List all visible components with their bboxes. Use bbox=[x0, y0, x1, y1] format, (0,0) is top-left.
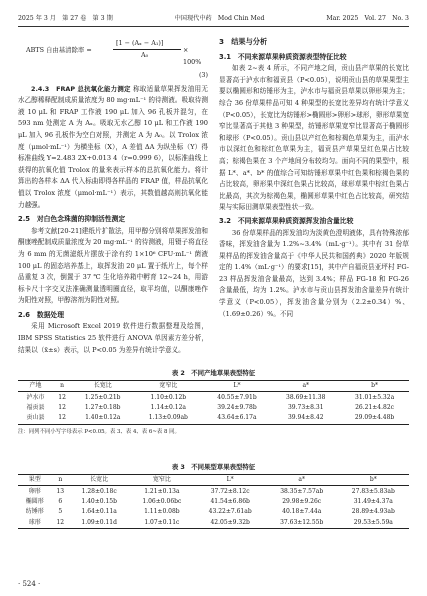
table-cell: 41.54±6.86b bbox=[210, 497, 250, 505]
section-3-1-body: 如表 2~表 4 所示，不同产地之间，贡山县产草果的长宽比显著高于泸水市和福贡县（P<0.05），说明贡山县的草果果型主要以椭圆形和纺锤形为主，泸水市与福贡县草果以卵形果为主；综合 36 份草果样品可知 4 种果型的长宽比差异均有统计学意义（P<0.05），长宽比为纺锤形>椭圆形>卵形>球形，卵形草果宽窄比显著高于其他 3 种果型，纺锤形草果宽窄比显著高于椭圆形和球形（P<0.05）。贡山县以产红色和棕褐色草果为主，而泸水市以深红色和棕红色草果为主，福贡县产草果呈红色果占比较高；棕褐色果在 3 个产地间分布较均匀。面向不同的果型中，根据 L*、a*、b* 的值综合可知纺锤形草果中红色果和棕褐色果的占比较高，卵形果中深红色果占比较高，球形草果中棕红色果占比最高，其次为棕褐色果，椭圆形草果中红色占比较高，研究结果与实际田测草果表型性状一致。 bbox=[219, 64, 409, 212]
table-cell: 1.11±0.08b bbox=[144, 508, 180, 516]
left-column bbox=[18, 34, 208, 356]
table-cell: 27.83±5.83ab bbox=[351, 487, 395, 495]
table-row bbox=[18, 403, 409, 413]
table-cell: 1.40±0.12a bbox=[85, 414, 121, 422]
table-cell: 1.40±0.15b bbox=[81, 497, 117, 505]
section-2-6-body: 采用 Microsoft Excel 2019 软件进行数据整理及绘图，IBM SPSS Statistics 25 软件进行 ANOVA 单因素方差分析，结果以（x̄±s）表示，以 P<0.05 为差异有统计学意义。 bbox=[18, 322, 208, 354]
formula-percent: × 100% bbox=[183, 46, 202, 66]
table-cell: 1.25±0.21b bbox=[84, 393, 121, 401]
section-3-2-body: 36 份草果样品的挥发油均为淡黄色澄明液体，具有特殊浓郁香味，挥发油含量为 1.2%~3.4%（mL·g⁻¹）。其中有 31 份草果样品的挥发油含量高于《中华人民共和国药典》2020 年版规定的 1.4%（mL·g⁻¹）的要求[15]，其中产自福贡县亚坪村 FG-23 样品挥发油含量最高，达到 3.4%；样品 FG-18 和 FG-26 含量最低，均为 1.2%。泸水市与贡山县挥发油含量差异有统计学意义（P<0.05），挥发油含量分别为（2.2±0.34）%、（1.69±0.26）%。不同 bbox=[219, 228, 409, 318]
table-row bbox=[18, 507, 409, 517]
table-cell: 37.63±12.55b bbox=[280, 518, 324, 526]
table-cell: 40.18±7.44a bbox=[282, 508, 322, 516]
table-cell: 1.07±0.11c bbox=[144, 518, 180, 526]
table-cell: 5 bbox=[58, 508, 63, 516]
col-header: 宽窄比 bbox=[152, 476, 171, 484]
col-header: 产地 bbox=[29, 382, 42, 390]
table-cell: 12 bbox=[58, 414, 66, 422]
formula-lhs: ABTS 自由基清除率 = bbox=[26, 46, 92, 54]
table-cell: 29.53±5.59a bbox=[353, 518, 393, 526]
table-3-caption: 表 3 不同果型草果表型特征 bbox=[171, 463, 256, 471]
formula-denominator: A₀ bbox=[141, 51, 149, 59]
right-column bbox=[219, 34, 409, 320]
table-cell: 43.64±6.17a bbox=[217, 414, 257, 422]
table-cell: 12 bbox=[58, 393, 66, 401]
table-cell: 1.13±0.09ab bbox=[148, 414, 188, 422]
col-header: L* bbox=[226, 476, 234, 484]
formula-numerator: [1 − (Aₓ − A₁)] bbox=[116, 39, 164, 47]
col-header: 果型 bbox=[28, 476, 41, 484]
table-cell: 1.10±0.12b bbox=[150, 393, 187, 401]
table-cell: 42.05±9.32b bbox=[210, 518, 250, 526]
table-row bbox=[18, 413, 409, 424]
table-cell: 26.21±4.82c bbox=[355, 403, 395, 411]
table-row bbox=[18, 497, 409, 507]
header-rule bbox=[18, 26, 409, 27]
table-row bbox=[18, 518, 409, 529]
col-header: n bbox=[58, 476, 63, 484]
col-header: b* bbox=[369, 476, 377, 484]
section-2-5-title: 2.5 对白色念珠菌的抑制活性测定 bbox=[18, 215, 126, 224]
section-3-title: 3 结果与分析 bbox=[219, 37, 268, 46]
header-issue-en: Mar. 2025 Vol. 27 No. 3 bbox=[326, 14, 409, 22]
section-2-6-title: 2.6 数据处理 bbox=[18, 310, 65, 319]
table-cell: 31.01±5.32a bbox=[355, 393, 395, 401]
page-number: · 524 · bbox=[18, 580, 41, 588]
table-3-grid bbox=[18, 474, 409, 529]
table-cell: 29.98±9.26c bbox=[282, 497, 322, 505]
section-2-4-3-body: 称取适量草果挥发油用无水乙醇稀释配制成质量浓度为 80 mg·mL⁻¹ 的待测液。吸取待测液 10 μL 和 FRAP 工作液 190 μL 加入 96 孔板并混匀，在 593 nm 处测定 A 为 Aₓ。吸取无水乙醇 10 μL 和工作液 190 μL 加入 96 孔板作为空白对照，并测定 A 为 A₀。以 Trolox 浓度（μmol·mL⁻¹）为横坐标（X），A 差值 ΔA 为纵坐标（Y）得标准曲线 Y=2.483 2X+0.013 4（r=0.999 6），以标准曲线上获得的抗氧化值 Trolox 的量来表示样本的总抗氧化能力。将计算出的各样本 ΔA 代入标曲即得各样品的 FRAP 值，样品抗氧化值以 Trolox 浓度（μmol·mL⁻¹）表示，其数值越高则抗氧化能力越强。 bbox=[18, 84, 208, 209]
table-cell: 31.49±4.37a bbox=[353, 497, 393, 505]
table-cell: 39.73±8.31 bbox=[287, 403, 324, 411]
table-2-caption: 表 2 不同产地草果表型特征 bbox=[171, 369, 256, 377]
table-cell: 38.69±11.38 bbox=[286, 393, 326, 401]
table-header-row bbox=[18, 475, 409, 486]
abts-formula bbox=[18, 38, 208, 64]
table-cell: 1.14±0.12a bbox=[150, 403, 186, 411]
table-header-row bbox=[18, 381, 409, 392]
col-header: L* bbox=[233, 382, 241, 390]
table-cell: 12 bbox=[58, 403, 66, 411]
table-cell: 卵形 bbox=[28, 487, 41, 495]
table-cell: 37.72±8.12c bbox=[210, 487, 250, 495]
col-header: 长宽比 bbox=[90, 476, 109, 484]
table-cell: 泸水市 bbox=[26, 393, 45, 401]
table-cell: 1.28±0.18c bbox=[81, 487, 117, 495]
table-cell: 29.09±4.48b bbox=[354, 414, 395, 422]
col-header: b* bbox=[371, 382, 378, 390]
col-header: a* bbox=[302, 382, 310, 390]
table-cell: 福贡县 bbox=[26, 403, 45, 411]
table-cell: 1.21±0.13a bbox=[144, 487, 180, 495]
section-2-4-3-title: 2.4.3 FRAP 总抗氧化能力测定 bbox=[31, 84, 131, 93]
equation-number: (3) bbox=[198, 71, 208, 79]
section-3-1-title: 3.1 不同来源草果种质资源表型特征比较 bbox=[219, 52, 347, 61]
table-cell: 13 bbox=[56, 487, 65, 495]
section-2-4-3 bbox=[18, 84, 208, 212]
header-journal: 中国现代中药 Mod Chin Med bbox=[174, 14, 265, 22]
table-cell: 1.27±0.18b bbox=[84, 403, 121, 411]
table-cell: 38.35±7.57ab bbox=[280, 487, 324, 495]
table-cell: 1.64±0.11a bbox=[81, 508, 117, 516]
table-cell: 40.55±7.91b bbox=[217, 393, 257, 401]
table-cell: 纺锤形 bbox=[25, 508, 44, 516]
table-3 bbox=[18, 462, 409, 529]
table-2-grid bbox=[18, 380, 409, 425]
table-cell: 贡山县 bbox=[26, 414, 45, 422]
table-cell: 6 bbox=[58, 497, 63, 505]
table-row bbox=[18, 486, 409, 497]
table-cell: 39.24±9.78b bbox=[217, 403, 257, 411]
table-cell: 球形 bbox=[28, 518, 41, 526]
col-header: 宽窄比 bbox=[159, 382, 178, 390]
table-cell: 1.09±0.11d bbox=[81, 518, 117, 526]
table-cell: 椭圆形 bbox=[25, 497, 44, 505]
header-issue: 2025 年 3 月 第 27 卷 第 3 期 bbox=[18, 14, 113, 22]
table-cell: 39.94±8.42 bbox=[287, 414, 324, 422]
section-2-5-body: 参考文献[20-21]建纸片扩散法，用甲醇分别将草果挥发油和酮康唑配制成质量浓度为 20 mg·mL⁻¹ 的待测液，用镊子将直径为 6 mm 的无菌滤纸片摆放于涂有约 1×10⁶ CFU·mL⁻¹ 菌液 100 μL 的固态培养基上，取挥发油 20 μL 置于纸片上，每个样品重复 3 次，倒置于 37 ℃ 生化培养箱中孵育 12~24 h，用游标卡尺十字交叉法准确测量透明圈直径，取平均值，以酮康唑作为阳性对照，甲醇溶剂为阴性对照。 bbox=[18, 226, 208, 305]
col-header: n bbox=[60, 382, 65, 390]
running-header bbox=[18, 10, 409, 24]
table-cell: 43.22±7.61ab bbox=[208, 508, 252, 516]
table-2-note: 注：同列不同小写字母表示 P<0.05。表 3、表 4、表 6~表 8 同。 bbox=[18, 428, 180, 435]
section-3-2-title: 3.2 不同来源草果种质资源挥发油含量比较 bbox=[219, 216, 354, 225]
table-cell: 12 bbox=[56, 518, 65, 526]
table-row bbox=[18, 392, 409, 403]
table-2 bbox=[18, 368, 409, 435]
table-cell: 1.06±0.06bc bbox=[142, 497, 182, 505]
table-cell: 28.89±4.93ab bbox=[351, 508, 395, 516]
col-header: a* bbox=[298, 476, 305, 484]
col-header: 长宽比 bbox=[93, 382, 112, 390]
